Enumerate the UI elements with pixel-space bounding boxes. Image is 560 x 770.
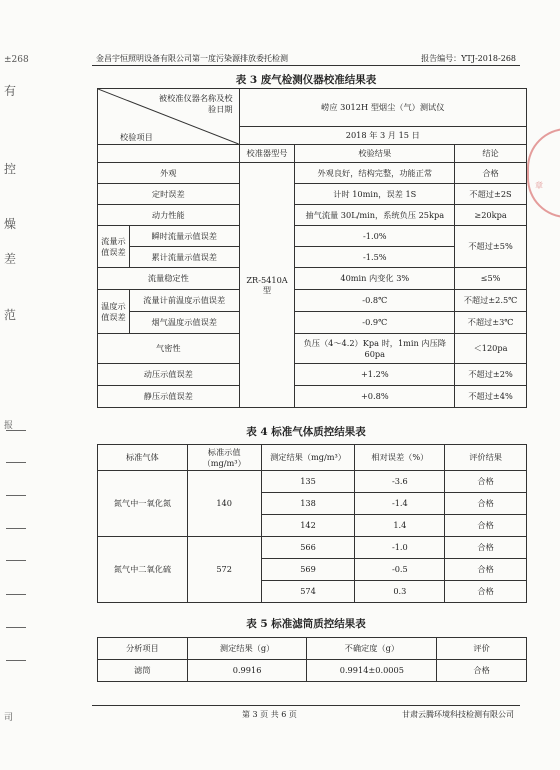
check-group: 流量示值误差 xyxy=(98,226,130,268)
relative-error: -3.6 xyxy=(355,471,445,493)
gas-name: 氮气中一氧化氮 xyxy=(98,471,188,537)
check-item: 气密性 xyxy=(98,334,240,364)
check-conclusion: 不超过±5% xyxy=(455,226,527,268)
edge-rule xyxy=(6,660,26,661)
check-result: -1.0% xyxy=(295,226,455,247)
relative-error: -1.0 xyxy=(355,537,445,559)
table4-caption: 表 4 标准气体质控结果表 xyxy=(246,426,366,438)
header-client: 金昌宇恒照明设备有限公司第一度污染源排放委托检测 xyxy=(96,54,288,63)
col-header-model: 校准器型号 xyxy=(239,145,295,163)
col-header: 测定结果（mg/m³） xyxy=(261,445,355,471)
check-conclusion: 不超过±2.5℃ xyxy=(455,290,527,312)
uncertainty: 0.9914±0.0005 xyxy=(307,660,437,682)
edge-text: 有 xyxy=(4,84,17,98)
check-item: 静压示值误差 xyxy=(98,386,240,408)
check-conclusion: 不超过±4% xyxy=(455,386,527,408)
edge-text: 燥 xyxy=(4,217,17,231)
evaluation: 合格 xyxy=(445,493,527,515)
col-header: 不确定度（g） xyxy=(307,638,437,660)
check-item: 动力性能 xyxy=(98,205,240,226)
check-result: 计时 10min，误差 1S xyxy=(295,184,455,205)
evaluation: 合格 xyxy=(445,515,527,537)
check-result: 抽气流量 30L/min，系统负压 25kpa xyxy=(295,205,455,226)
seal-stamp xyxy=(527,128,560,218)
col-header: 评价结果 xyxy=(445,445,527,471)
relative-error: -0.5 xyxy=(355,559,445,581)
check-result: 外观良好，结构完整，功能正常 xyxy=(295,163,455,184)
edge-rule xyxy=(6,462,26,463)
check-conclusion: ≥20kpa xyxy=(455,205,527,226)
gas-name: 氮气中二氧化硫 xyxy=(98,537,188,603)
check-result: +1.2% xyxy=(295,364,455,386)
check-conclusion: 不超过±3℃ xyxy=(455,312,527,334)
check-item: 外观 xyxy=(98,163,240,184)
measured-value: 566 xyxy=(261,537,355,559)
measured-value: 138 xyxy=(261,493,355,515)
check-group: 温度示值误差 xyxy=(98,290,130,334)
check-item: 烟气温度示值误差 xyxy=(129,312,239,334)
check-result: 负压（4～4.2）Kpa 时，1min 内压降 60pa xyxy=(295,334,455,364)
check-conclusion: ≤5% xyxy=(455,268,527,290)
col-header: 评价 xyxy=(437,638,527,660)
check-result: 40min 内变化 3% xyxy=(295,268,455,290)
edge-text: ±268 xyxy=(4,55,29,65)
instrument-name: 崂应 3012H 型烟尘（气）测试仪 xyxy=(239,89,526,127)
col-header: 相对误差（%） xyxy=(355,445,445,471)
relative-error: 0.3 xyxy=(355,581,445,603)
check-conclusion: ＜120pa xyxy=(455,334,527,364)
edge-text: 控 xyxy=(4,162,17,176)
check-item: 动压示值误差 xyxy=(98,364,240,386)
check-item: 定时误差 xyxy=(98,184,240,205)
evaluation: 合格 xyxy=(445,537,527,559)
evaluation: 合格 xyxy=(445,471,527,493)
check-result: -1.5% xyxy=(295,247,455,268)
binding-edge xyxy=(0,0,40,770)
table5-caption: 表 5 标准滤筒质控结果表 xyxy=(246,618,366,630)
check-item: 流量稳定性 xyxy=(98,268,240,290)
measured-value: 574 xyxy=(261,581,355,603)
page-header xyxy=(92,50,520,66)
edge-text: 范 xyxy=(4,308,17,322)
evaluation: 合格 xyxy=(437,660,527,682)
relative-error: -1.4 xyxy=(355,493,445,515)
edge-rule xyxy=(6,430,26,431)
report-number: 报告编号：YTJ-2018-268 xyxy=(421,54,516,63)
diagonal-header-cell xyxy=(98,89,240,145)
page-footer xyxy=(92,705,520,719)
diag-bottom-label: 校验项目 xyxy=(120,131,153,142)
calibration-date: 2018 年 3 月 15 日 xyxy=(239,127,526,145)
check-item: 瞬时流量示值误差 xyxy=(129,226,239,247)
check-item: 流量计前温度示值误差 xyxy=(129,290,239,312)
relative-error: 1.4 xyxy=(355,515,445,537)
col-header: 标准示值（mg/m³） xyxy=(187,445,261,471)
edge-rule xyxy=(6,594,26,595)
calibrator-model: ZR-5410A 型 xyxy=(239,163,295,408)
evaluation: 合格 xyxy=(445,581,527,603)
measured-value: 142 xyxy=(261,515,355,537)
check-conclusion: 不超过±2S xyxy=(455,184,527,205)
page-number: 第 3 页 共 6 页 xyxy=(242,710,297,719)
standard-value: 572 xyxy=(187,537,261,603)
footer-company: 甘肃云腾环境科技检测有限公司 xyxy=(402,710,514,719)
diag-top-label: 被校准仪器名称及校验日期 xyxy=(158,93,233,114)
measured-value: 0.9916 xyxy=(187,660,307,682)
edge-rule xyxy=(6,560,26,561)
table3-caption: 表 3 废气检测仪器校准结果表 xyxy=(235,74,377,86)
col-header-conclusion: 结论 xyxy=(455,145,527,163)
measured-value: 569 xyxy=(261,559,355,581)
check-result: -0.8℃ xyxy=(295,290,455,312)
check-result: +0.8% xyxy=(295,386,455,408)
edge-rule xyxy=(6,528,26,529)
standard-gas-table xyxy=(97,444,527,603)
col-header: 标准气体 xyxy=(98,445,188,471)
check-item: 累计流量示值误差 xyxy=(129,247,239,268)
check-result: -0.9℃ xyxy=(295,312,455,334)
calibration-table xyxy=(97,88,527,408)
edge-rule xyxy=(6,627,26,628)
filter-cartridge-table xyxy=(97,637,527,682)
col-header: 分析项目 xyxy=(98,638,188,660)
evaluation: 合格 xyxy=(445,559,527,581)
analysis-item: 滤筒 xyxy=(98,660,188,682)
standard-value: 140 xyxy=(187,471,261,537)
col-header-result: 校验结果 xyxy=(295,145,455,163)
check-conclusion: 合格 xyxy=(455,163,527,184)
check-conclusion: 不超过±2% xyxy=(455,364,527,386)
edge-text: 差 xyxy=(4,252,17,266)
edge-text: 报 xyxy=(4,421,14,431)
seal-stamp-text: 章 xyxy=(535,181,543,190)
measured-value: 135 xyxy=(261,471,355,493)
col-header: 测定结果（g） xyxy=(187,638,307,660)
edge-text: 司 xyxy=(4,713,14,723)
edge-rule xyxy=(6,495,26,496)
